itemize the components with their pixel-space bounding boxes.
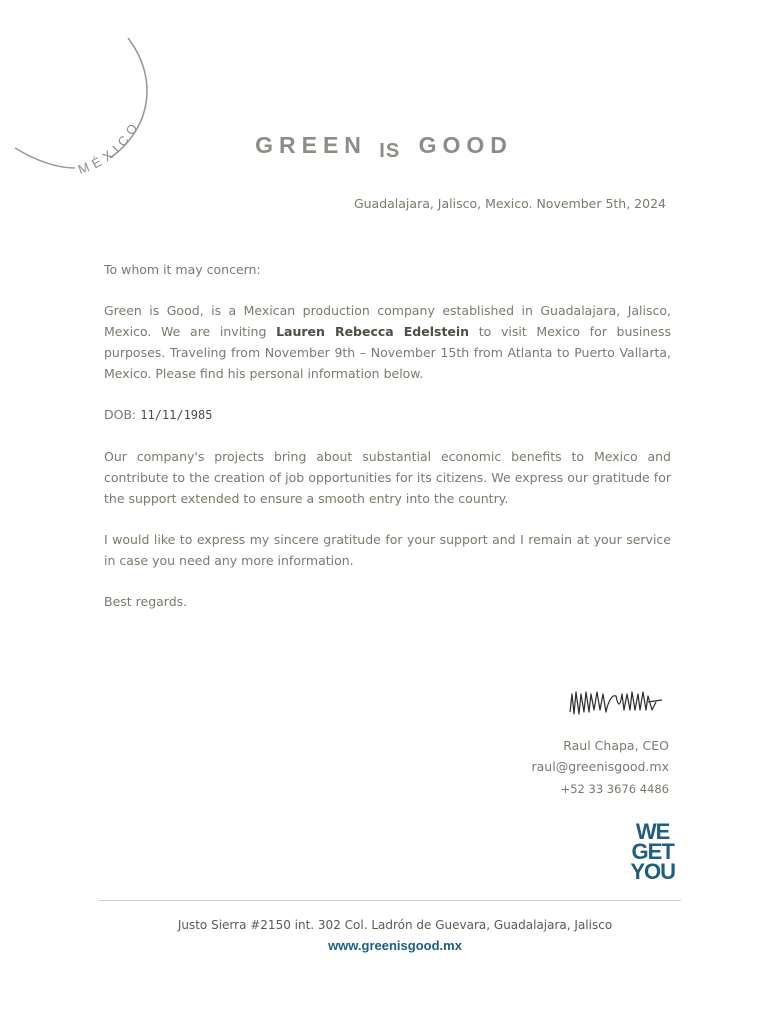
closing: Best regards. [104,594,188,609]
footer-website-link[interactable]: www.greenisgood.mx [328,938,462,953]
signatory-phone: +52 33 3676 4486 [560,782,669,796]
we-get-you-badge: WE GET YOU [630,819,675,884]
brand-logo [0,132,768,162]
signature [566,682,666,722]
paragraph-gratitude: I would like to express my sincere gratitude for your support and I remain at your service in case you need any more information. [104,532,671,568]
dob-line [104,404,671,426]
dob-value: 11/11/1985 [140,408,213,422]
dob-label: DOB: [104,407,141,422]
invitee-name: Lauren Rebecca Edelstein [276,324,470,339]
brand-word-green: GREEN [255,132,367,158]
signatory-email[interactable]: raul@greenisgood.mx [531,759,669,774]
dateline: Guadalajara, Jalisco, Mexico. November 5th, 2024 [353,196,666,211]
footer-divider [98,900,681,901]
paragraph-benefits: Our company's projects bring about substantial economic benefits to Mexico and contribute to the creation of job opportunities for its citizens. We express our gratitude for the support extended to ensure a smooth entry into the country. [104,449,671,506]
signatory-name: Raul Chapa, CEO [563,738,669,753]
salutation: To whom it may concern: [104,262,261,277]
corner-mark-text: MÉXICO [76,117,144,178]
footer-address: Justo Sierra #2150 int. 302 Col. Ladrón de Guevara, Guadalajara, Jalisco [177,918,613,932]
letter-body [104,259,671,632]
mexico-corner-mark [0,0,200,200]
brand-word-is: IS [379,140,401,162]
signatory-block [532,735,670,800]
paragraph-invitation: Green is Good, is a Mexican production company established in Guadalajara, Jalisco, Mexico. We are inviting Lauren Rebecca Edelstein to visit Mexico for business purposes. Traveling from November 9th – November 15th from Atlanta to Puerto Vallarta, Mexico. Please find his personal information below. [104,303,671,381]
brand-word-good: GOOD [418,132,513,158]
